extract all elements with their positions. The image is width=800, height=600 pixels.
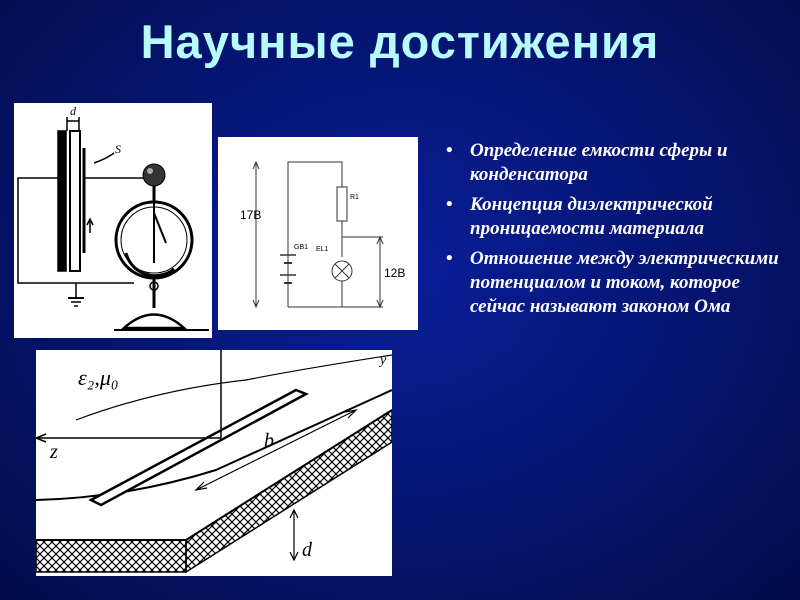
label-s: S: [115, 142, 121, 156]
electroscope-figure: [14, 103, 212, 338]
slide-title: Научные достижения: [140, 15, 660, 68]
label-z: z: [50, 441, 58, 463]
bullet-text: Отношение между электрическими потенциалом и током, которое сейчас называют законом Ома: [470, 248, 779, 317]
label-y: y: [380, 353, 387, 368]
circuit-figure: [218, 137, 418, 330]
label-b: b: [264, 430, 274, 452]
stripline-figure: [36, 350, 392, 576]
bullet-item: • Определение емкости сферы и конденсатора: [446, 140, 728, 185]
bullet-text: Концепция диэлектрической проницаемости материала: [470, 194, 713, 239]
label-r1: R1: [350, 194, 359, 201]
label-eps: ε₂,μ₀: [78, 365, 119, 390]
bullet-list: [446, 139, 786, 325]
label-gb1: GB1: [294, 244, 309, 251]
label-17v: 17В: [240, 208, 262, 222]
bullet-item: • Отношение между электрическими потенциалом и током, которое сейчас называют законом Ома: [446, 248, 779, 317]
label-el1: EL1: [316, 246, 329, 253]
bullet-text: Определение емкости сферы и конденсатора: [470, 140, 728, 185]
label-d-strip: d: [302, 539, 312, 561]
label-12v: 12В: [384, 266, 406, 280]
label-d: d: [70, 104, 76, 118]
bullet-item: • Концепция диэлектрической проницаемости материала: [446, 194, 713, 239]
